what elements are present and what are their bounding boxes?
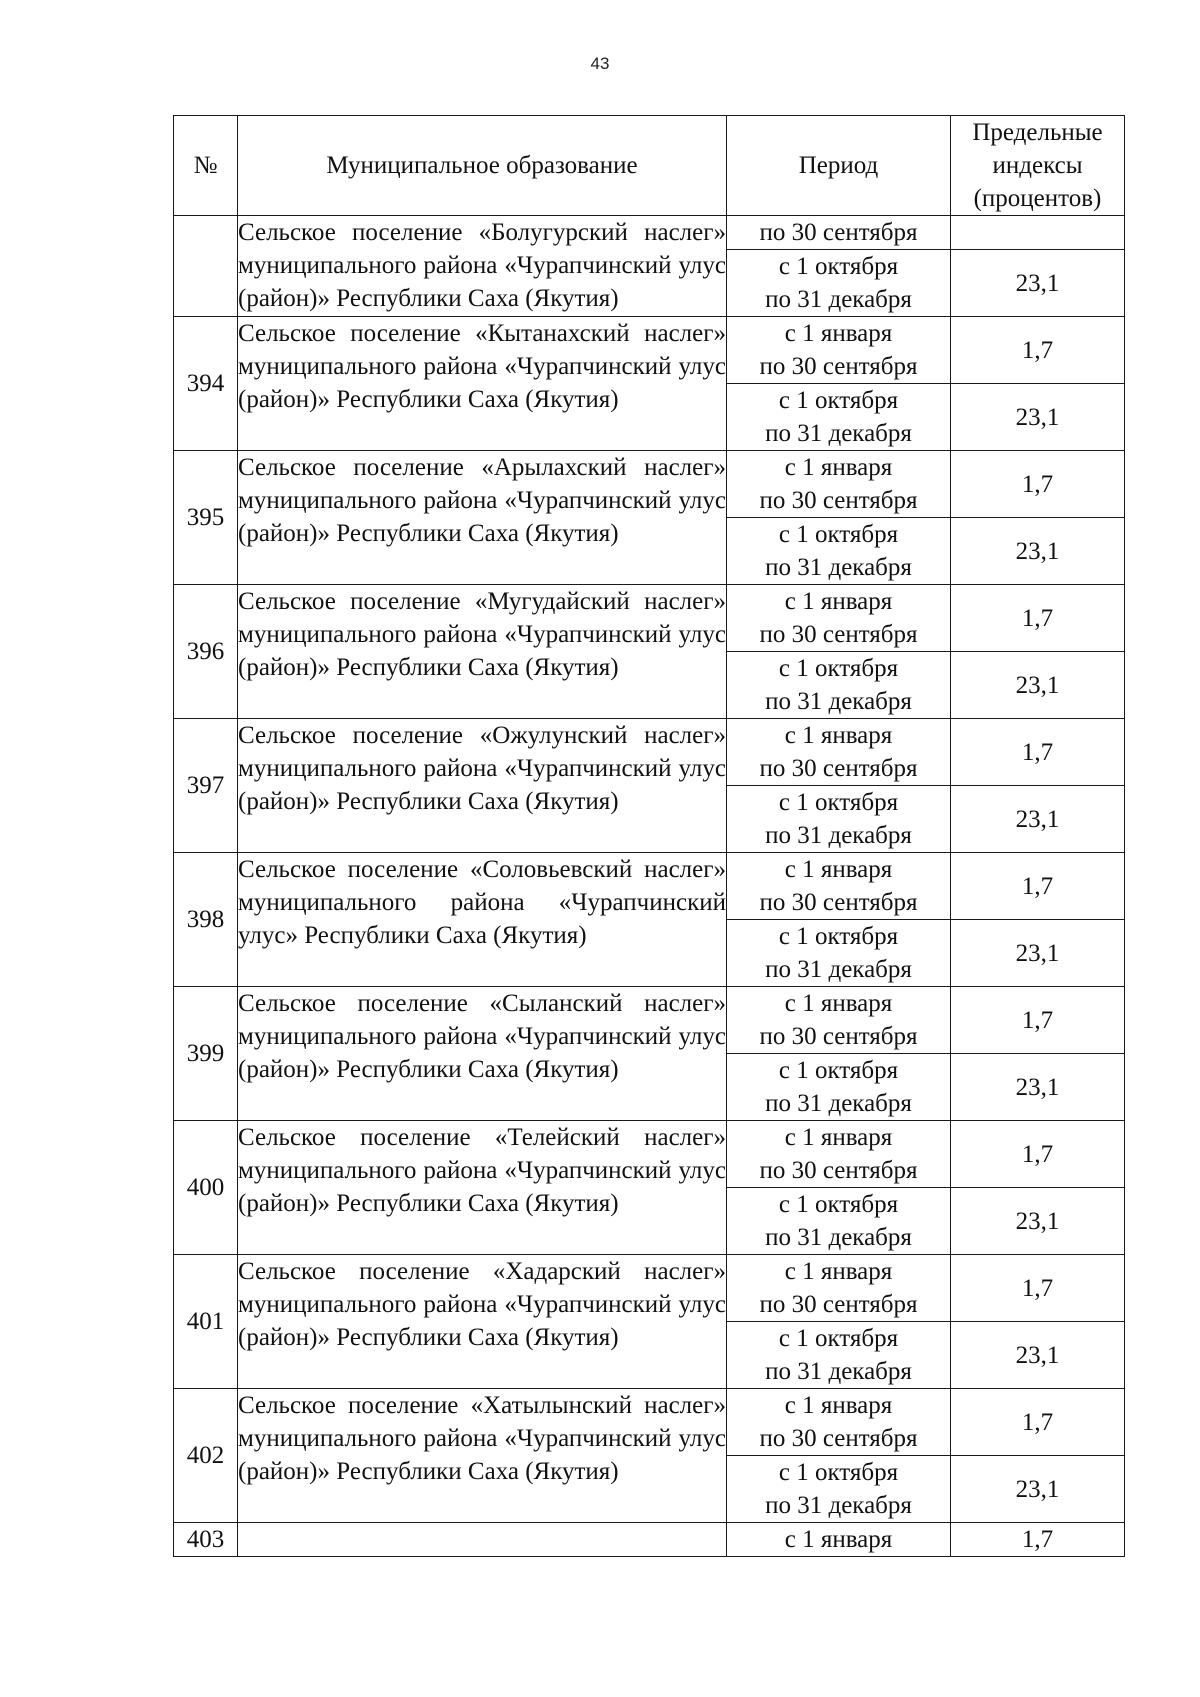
table-row <box>174 719 1125 786</box>
header-limit-index-line: (процентов) <box>973 185 1102 212</box>
period-end: по 31 декабря <box>765 1358 912 1385</box>
period-start: с 1 января <box>784 722 893 749</box>
period-start: с 1 октября <box>778 923 899 950</box>
table-body <box>174 216 1125 1557</box>
period-cell <box>727 317 951 384</box>
period-start: с 1 января <box>784 990 893 1017</box>
table-header <box>174 116 1125 216</box>
limit-index-value: 1,7 <box>951 451 1125 518</box>
row-number: 401 <box>174 1255 238 1389</box>
header-num: № <box>174 116 238 216</box>
period-end: по 30 сентября <box>759 621 918 648</box>
period-cell <box>727 1456 951 1523</box>
period-cell <box>727 853 951 920</box>
row-number: 399 <box>174 987 238 1121</box>
period-end: по 30 сентября <box>759 1023 918 1050</box>
period-end: по 31 декабря <box>765 956 912 983</box>
header-limit-index-line: индексы <box>992 152 1083 179</box>
period-end: по 31 декабря <box>765 554 912 581</box>
limit-index-value: 1,7 <box>951 585 1125 652</box>
period-cell <box>727 1389 951 1456</box>
limit-index-value: 1,7 <box>951 317 1125 384</box>
table-row <box>174 451 1125 518</box>
row-number: 400 <box>174 1121 238 1255</box>
period-start: с 1 октября <box>778 1459 899 1486</box>
period-end: по 30 сентября <box>759 1425 918 1452</box>
limit-index-value: 1,7 <box>951 1523 1125 1557</box>
period-start: с 1 января <box>784 588 893 615</box>
period-cell: по 30 сентября <box>727 216 951 250</box>
period-cell <box>727 585 951 652</box>
limit-index-value: 1,7 <box>951 1389 1125 1456</box>
table-row <box>174 1121 1125 1188</box>
tariff-index-table <box>173 115 1125 1557</box>
row-number: 394 <box>174 317 238 451</box>
period-cell <box>727 451 951 518</box>
period-end: по 31 декабря <box>765 1492 912 1519</box>
table-row <box>174 1523 1125 1557</box>
period-start: с 1 января <box>784 1392 893 1419</box>
period-start: с 1 января <box>784 1124 893 1151</box>
limit-index-value: 1,7 <box>951 987 1125 1054</box>
limit-index-value: 1,7 <box>951 1255 1125 1322</box>
limit-index-value: 23,1 <box>951 250 1125 317</box>
row-number <box>174 216 238 317</box>
period-cell <box>727 1322 951 1389</box>
period-start: с 1 октября <box>778 253 899 280</box>
period-cell <box>727 384 951 451</box>
period-cell <box>727 719 951 786</box>
limit-index-value: 23,1 <box>951 1456 1125 1523</box>
row-number: 398 <box>174 853 238 987</box>
limit-index-value: 1,7 <box>951 1121 1125 1188</box>
table-row <box>174 853 1125 920</box>
period-start: с 1 января <box>784 454 893 481</box>
table-row <box>174 1389 1125 1456</box>
header-period: Период <box>727 116 951 216</box>
row-number: 403 <box>174 1523 238 1557</box>
period-end: по 31 декабря <box>765 822 912 849</box>
period-cell <box>727 518 951 585</box>
period-start: с 1 октября <box>778 789 899 816</box>
period-cell <box>727 1188 951 1255</box>
period-start: с 1 октября <box>778 1191 899 1218</box>
period-cell <box>727 987 951 1054</box>
municipality-name: Сельское поселение «Кытанахский наслег» муниципального района «Чурапчинский улус (район)» Республики Саха (Якутия) <box>238 317 727 451</box>
table-row <box>174 1255 1125 1322</box>
municipality-name: Сельское поселение «Телейский наслег» муниципального района «Чурапчинский улус (район)» Республики Саха (Якутия) <box>238 1121 727 1255</box>
header-municipality: Муниципальное образование <box>238 116 727 216</box>
municipality-name: Сельское поселение «Ожулунский наслег» муниципального района «Чурапчинский улус (район)» Республики Саха (Якутия) <box>238 719 727 853</box>
header-limit-index <box>951 116 1125 216</box>
limit-index-value: 23,1 <box>951 1054 1125 1121</box>
limit-index-value: 23,1 <box>951 384 1125 451</box>
period-cell <box>727 1121 951 1188</box>
period-start: с 1 октября <box>778 1057 899 1084</box>
period-end: по 31 декабря <box>765 286 912 313</box>
row-number: 396 <box>174 585 238 719</box>
table-row <box>174 987 1125 1054</box>
period-start: с 1 октября <box>778 387 899 414</box>
limit-index-value: 23,1 <box>951 786 1125 853</box>
municipality-name <box>238 1523 727 1557</box>
period-cell <box>727 250 951 317</box>
municipality-name: Сельское поселение «Мугудайский наслег» муниципального района «Чурапчинский улус (район)» Республики Саха (Якутия) <box>238 585 727 719</box>
period-end: по 31 декабря <box>765 688 912 715</box>
municipality-name: Сельское поселение «Хатылынский наслег» муниципального района «Чурапчинский улус (район)» Республики Саха (Якутия) <box>238 1389 727 1523</box>
period-end: по 30 сентября <box>759 353 918 380</box>
municipality-name: Сельское поселение «Соловьевский наслег» муниципального района «Чурапчинский улус» Республики Саха (Якутия) <box>238 853 727 987</box>
period-end: по 31 декабря <box>765 420 912 447</box>
period-cell <box>727 920 951 987</box>
period-end: по 31 декабря <box>765 1090 912 1117</box>
limit-index-value: 23,1 <box>951 518 1125 585</box>
municipality-name: Сельское поселение «Арылахский наслег» муниципального района «Чурапчинский улус (район)» Республики Саха (Якутия) <box>238 451 727 585</box>
municipality-name: Сельское поселение «Хадарский наслег» муниципального района «Чурапчинский улус (район)» Республики Саха (Якутия) <box>238 1255 727 1389</box>
period-start: с 1 октября <box>778 521 899 548</box>
limit-index-value <box>951 216 1125 250</box>
table-row <box>174 317 1125 384</box>
period-end: по 30 сентября <box>759 889 918 916</box>
page-number: 43 <box>590 54 610 73</box>
limit-index-value: 1,7 <box>951 719 1125 786</box>
row-number: 395 <box>174 451 238 585</box>
limit-index-value: 1,7 <box>951 853 1125 920</box>
period-end: по 30 сентября <box>759 487 918 514</box>
period-end: по 31 декабря <box>765 1224 912 1251</box>
table-row <box>174 585 1125 652</box>
limit-index-value: 23,1 <box>951 1188 1125 1255</box>
table-row <box>174 216 1125 250</box>
header-limit-index-line: Предельные <box>972 119 1103 146</box>
period-start: с 1 января <box>784 320 893 347</box>
row-number: 402 <box>174 1389 238 1523</box>
period-cell: с 1 января <box>727 1523 951 1557</box>
limit-index-value: 23,1 <box>951 1322 1125 1389</box>
municipality-name: Сельское поселение «Сыланский наслег» муниципального района «Чурапчинский улус (район)» Республики Саха (Якутия) <box>238 987 727 1121</box>
period-end: по 30 сентября <box>759 1291 918 1318</box>
period-start: с 1 октября <box>778 1325 899 1352</box>
period-start: с 1 января <box>784 856 893 883</box>
period-end: по 30 сентября <box>759 1157 918 1184</box>
limit-index-value: 23,1 <box>951 920 1125 987</box>
limit-index-value: 23,1 <box>951 652 1125 719</box>
period-start: с 1 октября <box>778 655 899 682</box>
row-number: 397 <box>174 719 238 853</box>
municipality-name: Сельское поселение «Болугурский наслег» муниципального района «Чурапчинский улус (район)» Республики Саха (Якутия) <box>238 216 727 317</box>
period-cell <box>727 1054 951 1121</box>
period-cell <box>727 652 951 719</box>
period-cell <box>727 786 951 853</box>
period-start: с 1 января <box>784 1258 893 1285</box>
period-cell <box>727 1255 951 1322</box>
period-end: по 30 сентября <box>759 755 918 782</box>
